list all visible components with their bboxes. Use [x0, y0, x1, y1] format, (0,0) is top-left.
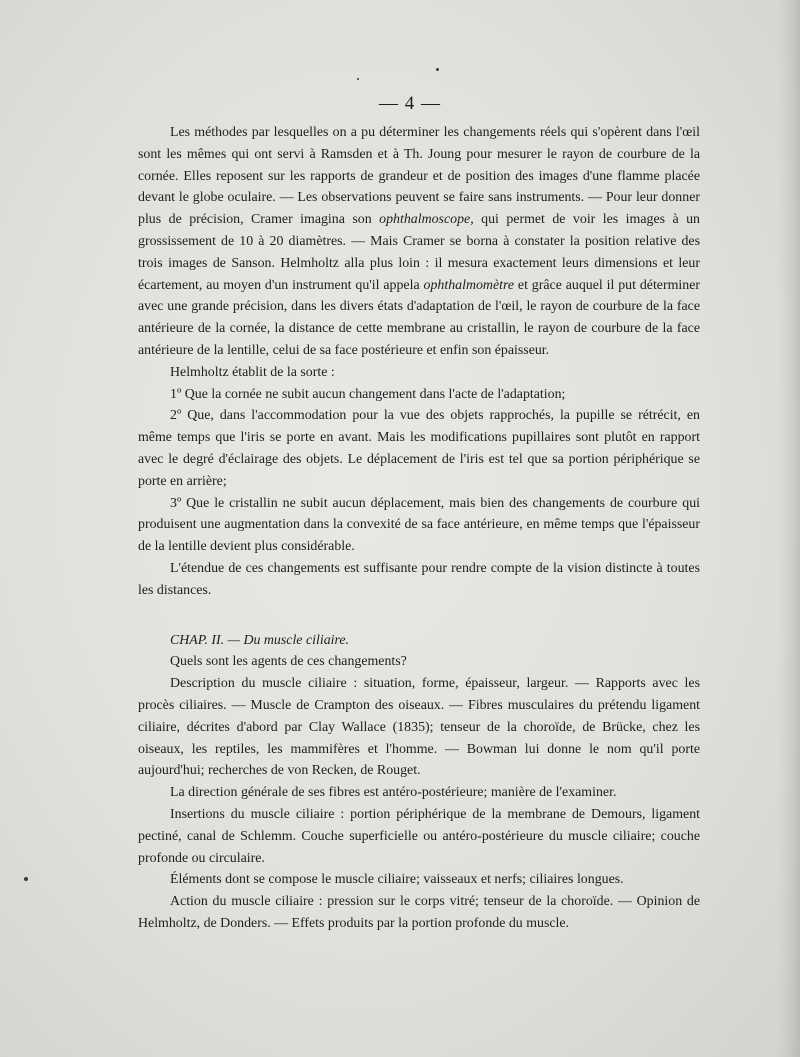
ink-speck — [357, 78, 359, 80]
paragraph-elements: Éléments dont se compose le muscle ciliaire; vaisseaux et nerfs; ciliaires longues. — [170, 872, 624, 888]
paragraph-insertions: Insertions du muscle ciliaire : portion périphérique de la membrane de Demours, ligament pectiné, canal de Schlemm. Couche superficielle ou antéro-postérieure du muscle ciliaire; couche profonde ou circulaire. — [138, 806, 700, 866]
section-spacer — [138, 602, 700, 630]
paragraph-description: Description du muscle ciliaire : situation, forme, épaisseur, largeur. — Rapports avec les procès ciliaires. — Muscle de Crampton des oiseaux. — Fibres musculaires du prétendu ligament ciliaire, décrites d'abord par Clay Wallace (1835); tenseur de la choroïde, de Brücke, chez les oiseaux, les reptiles, les mammifères et l'homme. — Bowman lui donne le nom qu'il porte aujourd'hui; recherches de von Recken, de Rouget. — [138, 676, 700, 779]
paragraph-question: Quels sont les agents de ces changements? — [170, 654, 407, 670]
paragraph-intro — [138, 122, 700, 362]
page-number: — 4 — — [379, 93, 441, 114]
paragraph-conclusion: L'étendue de ces changements est suffisante pour rendre compte de la vision distincte à toutes les distances. — [138, 560, 700, 598]
chapter-heading — [138, 630, 700, 652]
intro-text-3: et grâce auquel il put déterminer avec une grande précision, dans les divers états d'adaptation de l'œil, le rayon de courbure de la face antérieure de la cornée, la distance de cette membrane au cristallin, le rayon de courbure de la face antérieure de la lentille, celui de sa face postérieure et enfin son épaisseur. — [138, 277, 700, 358]
body-text — [138, 122, 700, 935]
term-ophthalmoscope: ophthalmoscope — [379, 212, 471, 228]
paragraph-point-3: 3º Que le cristallin ne subit aucun déplacement, mais bien des changements de courbure qui produisent une augmentation dans la convexité de sa face antérieure, en même temps que l'épaisseur de la lentille devient plus considérable. — [138, 495, 700, 555]
page-edge-shadow — [778, 0, 800, 1057]
ink-speck — [24, 877, 28, 881]
intro-text-2: , qui permet de voir les images à un grossissement de 10 à 20 diamètres. — Mais Cramer se borna à constater la position relative des trois images de Sanson. Helmholtz alla plus loin : il mesura exactement leurs dimensions et leur écartement, au moyen d'un instrument qu'il appela — [138, 212, 700, 293]
ink-speck — [436, 68, 439, 71]
paragraph-action: Action du muscle ciliaire : pression sur le corps vitré; tenseur de la choroïde. — Opinion de Helmholtz, de Donders. — Effets produits par la portion profonde du muscle. — [138, 894, 700, 931]
paragraph-point-2: 2º Que, dans l'accommodation pour la vue des objets rapprochés, la pupille se rétrécit, en même temps que l'iris se porte en avant. Mais les modifications pupillaires sont plutôt en rapport avec le degré d'éclairage des objets. Le déplacement de l'iris est tel que sa portion périphérique se porte en arrière; — [138, 408, 700, 489]
chapter-separator: — — [224, 632, 244, 648]
paragraph-point-1: 1º Que la cornée ne subit aucun changement dans l'acte de l'adaptation; — [170, 386, 566, 402]
chapter-title: Du muscle ciliaire. — [243, 632, 350, 648]
intro-text-1: Les méthodes par lesquelles on a pu déterminer les changements réels qui s'opèrent dans l'œil sont les mêmes qui ont servi à Ramsden et à Th. Joung pour mesurer le rayon de courbure de la cornée. Elles reposent sur les rapports de grandeur et de position des images d'une flamme placée devant le globe oculaire. — Les observations peuvent se faire sans instruments. — Pour leur donner plus de précision, Cramer imagina son — [138, 125, 700, 228]
term-ophthalmometre: ophthalmomètre — [423, 277, 515, 293]
paragraph-helmholtz: Helmholtz établit de la sorte : — [170, 364, 335, 380]
chapter-label: CHAP. II. — [170, 632, 225, 648]
paragraph-direction: La direction générale de ses fibres est antéro-postérieure; manière de l'examiner. — [170, 785, 617, 801]
